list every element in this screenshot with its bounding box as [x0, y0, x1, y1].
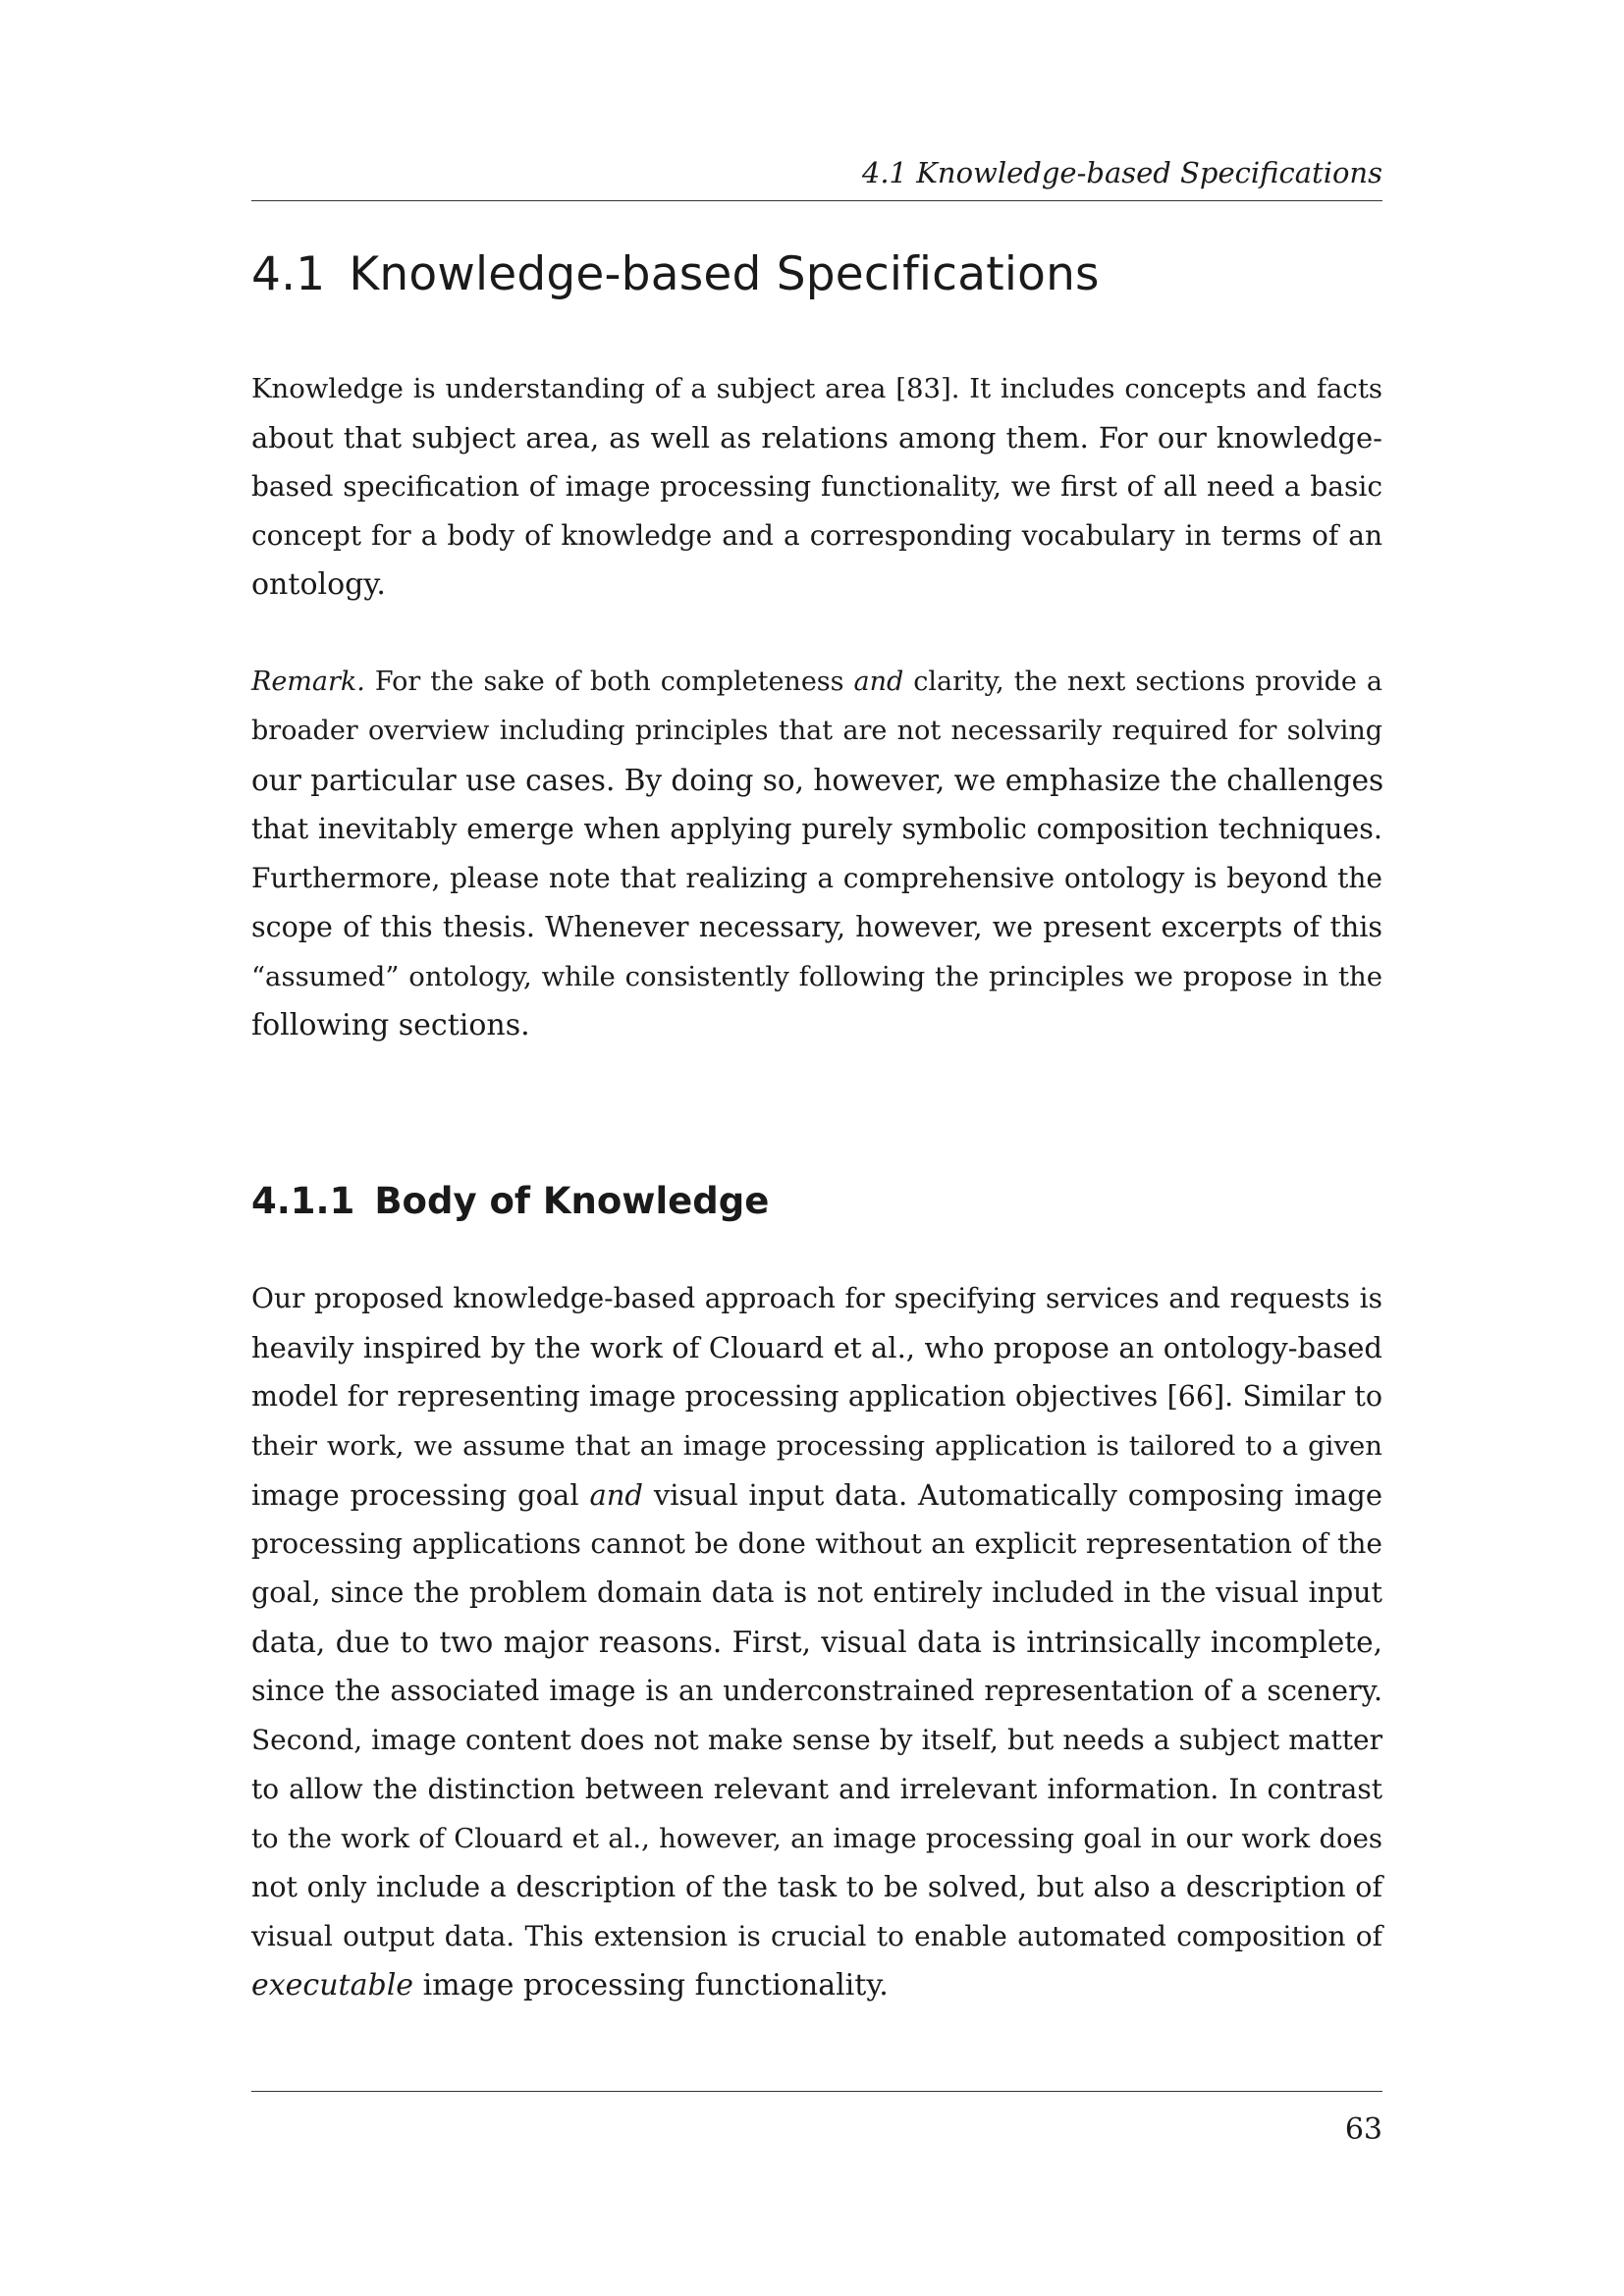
section-title-text: Knowledge-based Specifications — [349, 247, 1100, 301]
remark-label: Remark. — [251, 667, 365, 697]
section-title — [251, 243, 1100, 306]
text-line: that inevitably emerge when applying purely symbolic composition techniques. — [251, 813, 1382, 845]
text-line: Remark. For the sake of both completeness and clarity, the next sections provide a — [251, 667, 1382, 697]
text-line: scope of this thesis. Whenever necessary, however, we present excerpts of this — [251, 911, 1382, 943]
text-line: goal, since the problem domain data is not entirely included in the visual input — [251, 1576, 1382, 1609]
text-line: ontology. — [251, 567, 386, 602]
text-line: based specification of image processing functionality, we first of all need a basic — [251, 470, 1382, 503]
text-line: not only include a description of the task to be solved, but also a description of — [251, 1871, 1382, 1903]
running-header: 4.1 Knowledge-based Specifications — [861, 156, 1382, 189]
body-paragraph — [251, 1274, 1382, 2010]
text-line: executable image processing functionality. — [251, 1968, 889, 2002]
text-line: “assumed” ontology, while consistently following the principles we propose in the — [251, 961, 1382, 992]
text-line: Knowledge is understanding of a subject area [83]. It includes concepts and facts — [251, 373, 1382, 404]
text-line: their work, we assume that an image processing application is tailored to a given — [251, 1430, 1382, 1462]
text-line: broader overview including principles that are not necessarily required for solving — [251, 716, 1382, 746]
text-line: processing applications cannot be done without an explicit representation of the — [251, 1527, 1382, 1560]
page-number: 63 — [1344, 2112, 1382, 2147]
text-line: data, due to two major reasons. First, visual data is intrinsically incomplete, — [251, 1626, 1382, 1659]
text-line: model for representing image processing application objectives [66]. Similar to — [251, 1380, 1382, 1413]
text-line: to allow the distinction between relevant and irrelevant information. In contrast — [251, 1773, 1382, 1805]
text-line: since the associated image is an underconstrained representation of a scenery. — [251, 1675, 1382, 1707]
text-line: visual output data. This extension is crucial to enable automated composition of — [251, 1920, 1382, 1952]
text-line: heavily inspired by the work of Clouard et al., who propose an ontology-based — [251, 1331, 1382, 1364]
text-line: to the work of Clouard et al., however, an image processing goal in our work does — [251, 1823, 1382, 1854]
subsection-number: 4.1.1 — [251, 1180, 355, 1222]
text-line: Second, image content does not make sense by itself, but needs a subject matter — [251, 1724, 1382, 1756]
text-line: about that subject area, as well as relations among them. For our knowledge- — [251, 421, 1382, 454]
text-line: image processing goal and visual input data. Automatically composing image — [251, 1478, 1382, 1512]
text-line: our particular use cases. By doing so, however, we emphasize the challenges — [251, 764, 1384, 797]
text-line: following sections. — [251, 1008, 530, 1042]
header-rule — [251, 200, 1382, 201]
text-line: Furthermore, please note that realizing a comprehensive ontology is beyond the — [251, 862, 1382, 894]
text-line: Our proposed knowledge-based approach for specifying services and requests is — [251, 1282, 1382, 1314]
subsection-title-text: Body of Knowledge — [374, 1180, 770, 1222]
text-line: concept for a body of knowledge and a corresponding vocabulary in terms of an — [251, 519, 1382, 552]
subsection-title — [251, 1176, 769, 1227]
footer-rule — [251, 2091, 1382, 2092]
intro-paragraph — [251, 364, 1382, 610]
section-number: 4.1 — [251, 247, 326, 301]
remark-paragraph — [251, 658, 1382, 1050]
